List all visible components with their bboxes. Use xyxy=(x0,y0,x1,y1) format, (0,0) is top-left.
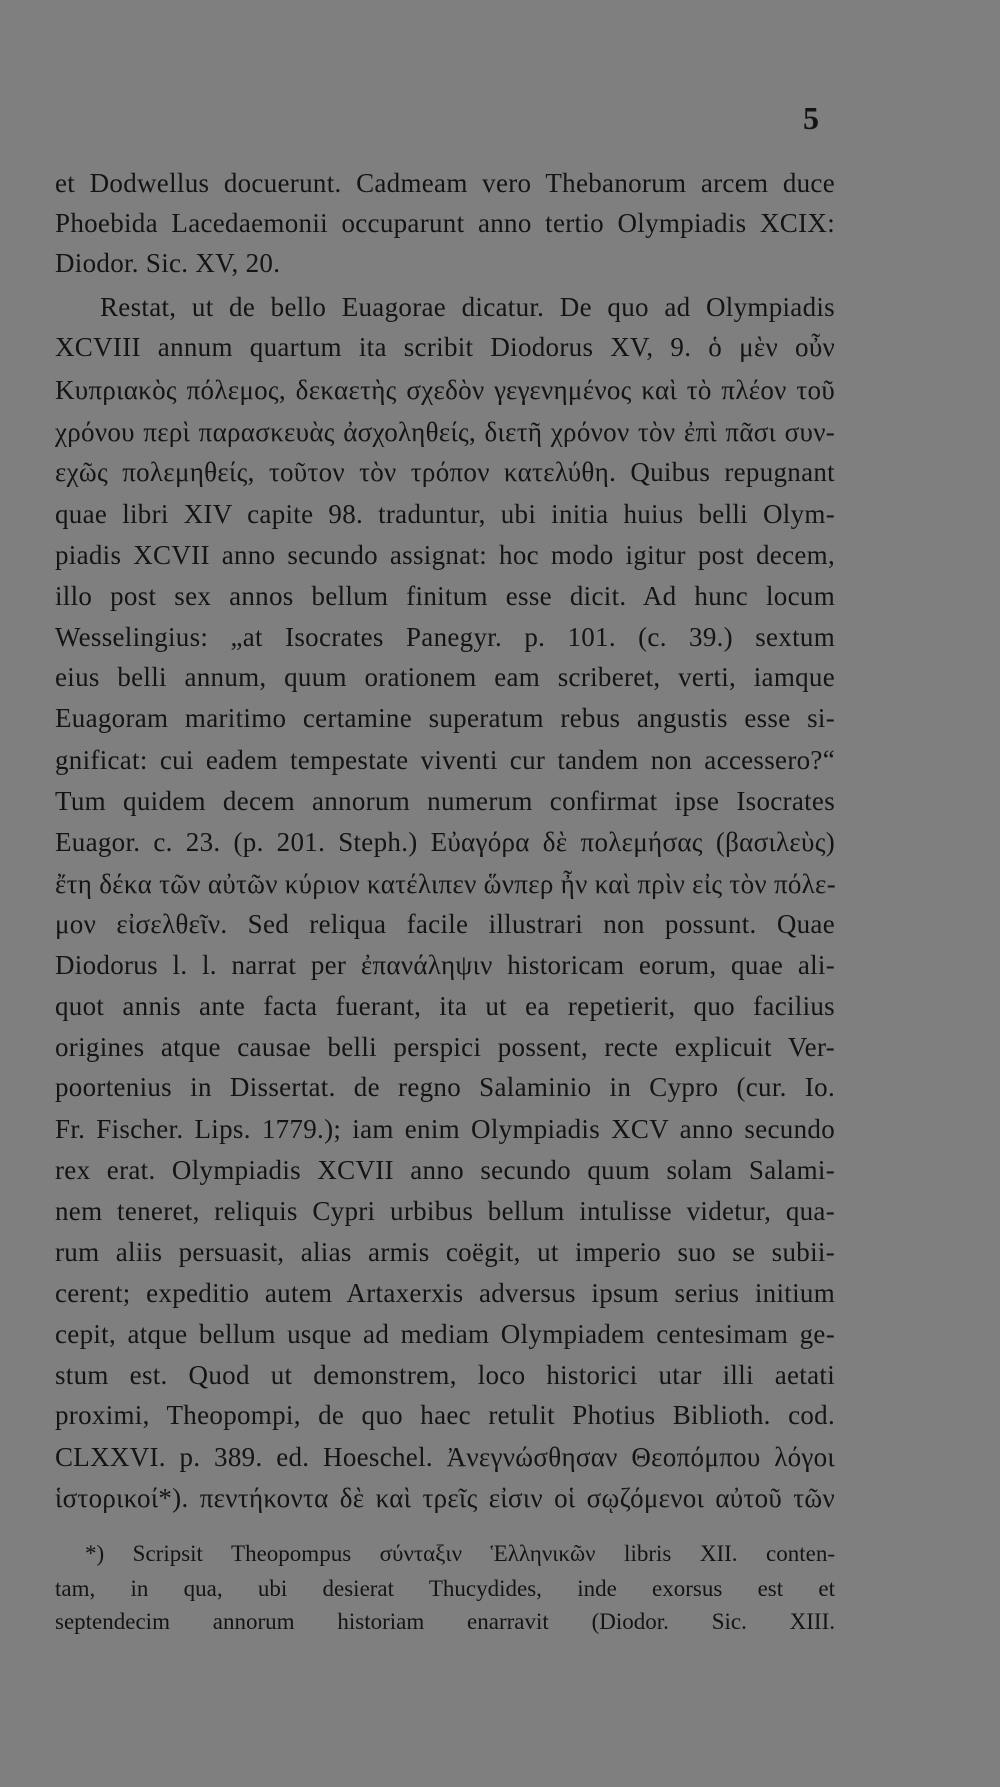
text-line: nem teneret, reliquis Cypri urbibus bellum intulisse videtur, qua- xyxy=(55,1196,835,1226)
text-line: μον εἰσελθεῖν. Sed reliqua facile illustrari non possunt. Quae xyxy=(55,909,835,939)
text-line: Fr. Fischer. Lips. 1779.); iam enim Olympiadis XCV anno secundo xyxy=(55,1114,835,1144)
text-line: proximi, Theopompi, de quo haec retulit Photius Biblioth. cod. xyxy=(55,1400,835,1430)
footnote-line: *) Scripsit Theopompus σύνταξιν Ἑλληνικῶν libris XII. conten- xyxy=(85,1541,835,1566)
text-line: Euagoram maritimo certamine superatum rebus angustis esse si- xyxy=(55,703,835,733)
text-line: Κυπριακὸς πόλεμος, δεκαετὴς σχεδὸν γεγενημένος καὶ τὸ πλέον τοῦ xyxy=(55,375,835,405)
text-line: XCVIII annum quartum ita scribit Diodorus XV, 9. ὁ μὲν οὖν xyxy=(55,332,835,362)
text-line: Diodor. Sic. XV, 20. xyxy=(55,248,281,278)
text-line: χρόνου περὶ παρασκευὰς ἀσχοληθείς, διετῆ χρόνον τὸν ἐπὶ πᾶσι συν- xyxy=(55,417,835,447)
text-line: cerent; expeditio autem Artaxerxis adversus ipsum serius initium xyxy=(55,1278,835,1308)
text-line: gnificat: cui eadem tempestate viventi cur tandem non accessero?“ xyxy=(55,745,835,775)
text-line: Phoebida Lacedaemonii occuparunt anno tertio Olympiadis XCIX: xyxy=(55,208,835,238)
text-line: CLXXVI. p. 389. ed. Hoeschel. Ἀνεγνώσθησαν Θεοπόμπου λόγοι xyxy=(55,1442,835,1472)
text-line: Euagor. c. 23. (p. 201. Steph.) Εὐαγόρα δὲ πολεμήσας (βασιλεὺς) xyxy=(55,827,835,857)
text-line: Tum quidem decem annorum numerum confirmat ipse Isocrates xyxy=(55,786,835,816)
text-line: quae libri XIV capite 98. traduntur, ubi initia huius belli Olym- xyxy=(55,499,835,529)
text-line: rum aliis persuasit, alias armis coëgit, ut imperio suo se subii- xyxy=(55,1237,835,1267)
text-line: εχῶς πολεμηθείς, τοῦτον τὸν τρόπον κατελύθη. Quibus repugnant xyxy=(55,457,835,487)
text-line: et Dodwellus docuerunt. Cadmeam vero Thebanorum arcem duce xyxy=(55,168,835,198)
text-line: piadis XCVII anno secundo assignat: hoc modo igitur post decem, xyxy=(55,540,835,570)
text-line: cepit, atque bellum usque ad mediam Olympiadem centesimam ge- xyxy=(55,1319,835,1349)
text-line: Restat, ut de bello Euagorae dicatur. De quo ad Olympiadis xyxy=(100,292,835,322)
text-line: Wesselingius: „at Isocrates Panegyr. p. 101. (c. 39.) sextum xyxy=(55,622,835,652)
page-number: 5 xyxy=(803,100,819,136)
text-line: poortenius in Dissertat. de regno Salaminio in Cypro (cur. Io. xyxy=(55,1072,835,1102)
text-line: ἱστορικοί*). πεντήκοντα δὲ καὶ τρεῖς εἰσιν οἱ σῳζόμενοι αὐτοῦ τῶν xyxy=(55,1483,835,1513)
footnote-line: tam, in qua, ubi desierat Thucydides, inde exorsus est et xyxy=(55,1576,835,1601)
text-line: Diodorus l. l. narrat per ἐπανάληψιν historicam eorum, quae ali- xyxy=(55,950,835,980)
text-line: quot annis ante facta fuerant, ita ut ea repetierit, quo facilius xyxy=(55,991,835,1021)
text-line: illo post sex annos bellum finitum esse dicit. Ad hunc locum xyxy=(55,581,835,611)
text-line: eius belli annum, quum orationem eam scriberet, verti, iamque xyxy=(55,662,835,692)
text-line: origines atque causae belli perspici possent, recte explicuit Ver- xyxy=(55,1032,835,1062)
text-line: ἔτη δέκα τῶν αὐτῶν κύριον κατέλιπεν ὥνπερ ἦν καὶ πρὶν εἰς τὸν πόλε- xyxy=(55,869,836,899)
text-line: stum est. Quod ut demonstrem, loco historici utar illi aetati xyxy=(55,1360,835,1390)
text-line: rex erat. Olympiadis XCVII anno secundo quum solam Salami- xyxy=(55,1155,835,1185)
footnote-line: septendecim annorum historiam enarravit (Diodor. Sic. XIII. xyxy=(55,1609,835,1634)
